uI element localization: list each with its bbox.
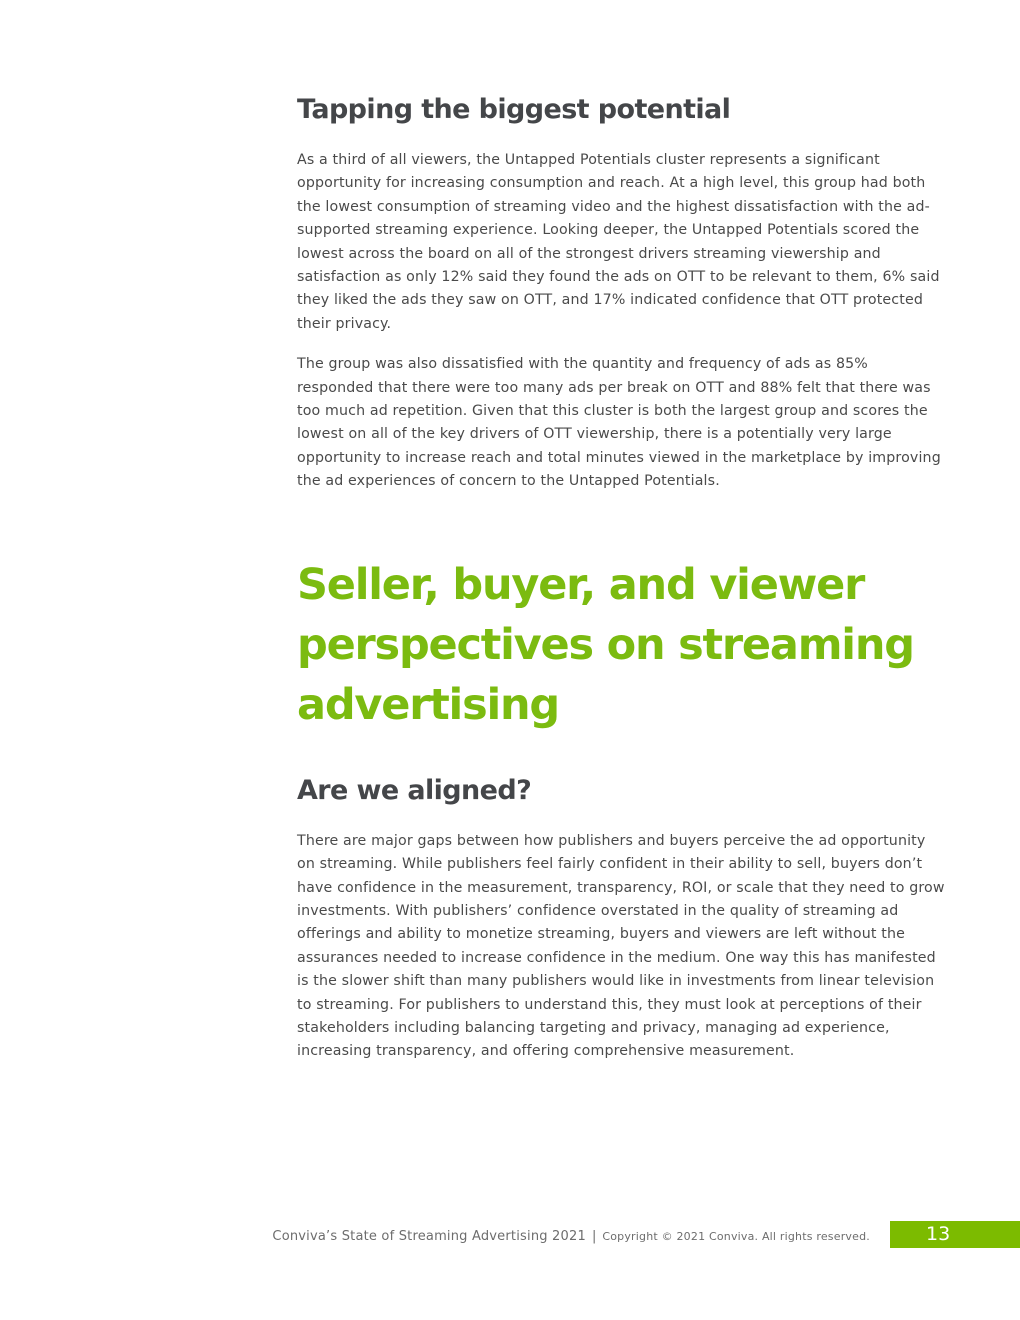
page-number: 13 xyxy=(926,1223,951,1245)
section-heading-aligned: Are we aligned? xyxy=(297,774,532,806)
section-heading-tapping: Tapping the biggest potential xyxy=(297,94,731,125)
footer-text xyxy=(272,1225,870,1244)
body-paragraph: As a third of all viewers, the Untapped Potentials cluster represents a significant opportunity for increasing consumption and reach. At a high level, this group had both the lowest consumption of streaming video and the highest dissatisfaction with the ad-supported streaming experience. Looking deeper, the Untapped Potentials scored the lowest across the board on all of the strongest drivers streaming viewership and satisfaction as only 12% said they found the ads on OTT to be relevant to them, 6% said they liked the ads they saw on OTT, and 17% indicated confidence that OTT protected their privacy. xyxy=(297,152,940,332)
footer-report-title: Conviva’s State of Streaming Advertising 2021 xyxy=(272,1229,586,1244)
footer-copyright: Copyright © 2021 Conviva. All rights reserved. xyxy=(602,1230,870,1243)
body-paragraph: There are major gaps between how publishers and buyers perceive the ad opportunity on streaming. While publishers feel fairly confident in their ability to sell, buyers don’t have confidence in the measurement, transparency, ROI, or scale that they need to grow investments. With publishers’ confidence overstated in the quality of streaming ad offerings and ability to monetize streaming, buyers and viewers are left without the assurances needed to increase confidence in the medium. One way this has manifested is the slower shift than many publishers would like in investments from linear television to streaming. For publishers to understand this, they must look at perceptions of their stakeholders including balancing targeting and privacy, managing ad experience, increasing transparency, and offering comprehensive measurement. xyxy=(297,832,945,1060)
page-footer xyxy=(0,1221,1020,1248)
body-paragraph: The group was also dissatisfied with the quantity and frequency of ads as 85% responded that there were too many ads per break on OTT and 88% felt that there was too much ad repetition. Given that this cluster is both the largest group and scores the lowest on all of the key drivers of OTT viewership, there is a potentially very large opportunity to increase reach and total minutes viewed in the marketplace by improving the ad experiences of concern to the Untapped Potentials. xyxy=(297,356,941,490)
footer-separator: | xyxy=(591,1229,597,1244)
page-number-badge xyxy=(890,1221,1020,1248)
section-title-perspectives: Seller, buyer, and viewer perspectives on streaming advertising xyxy=(297,559,914,730)
main-content xyxy=(297,92,947,1064)
